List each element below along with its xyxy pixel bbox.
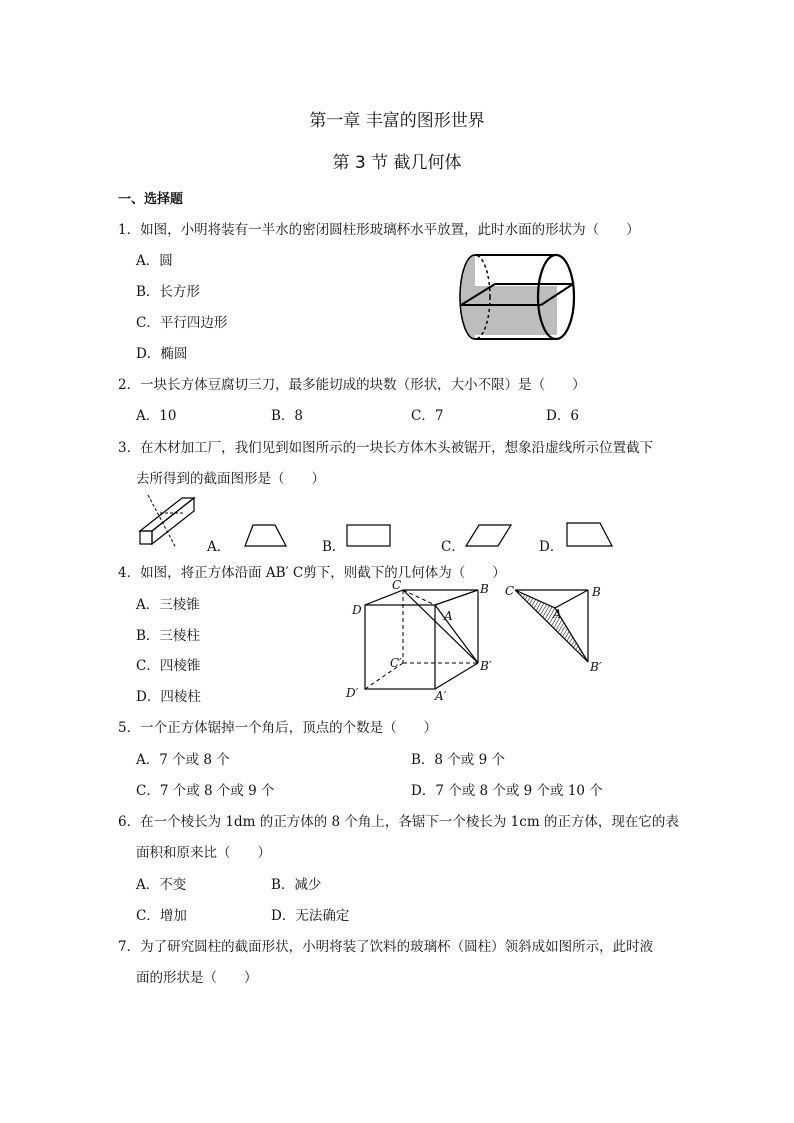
label-c-small: C [505,584,515,598]
question-2-text: 2．一块长方体豆腐切三刀，最多能切成的块数（形状，大小不限）是（ ） [118,377,586,393]
label-b-small: B [592,585,601,599]
question-3-text-line2: 去所得到的截面图形是（ ） [136,471,325,487]
q4-option-c[interactable]: C．四棱锥 [136,658,201,674]
q6-option-a[interactable]: A．不变 [136,877,187,893]
q4-option-a[interactable]: A．三棱锥 [136,597,200,613]
chapter-title: 第一章 丰富的图形世界 [309,111,485,131]
q3-option-d-right-trapezoid[interactable] [566,522,614,548]
q4-tetrahedron-figure [505,580,605,670]
q3-option-a-trapezoid[interactable] [243,524,288,548]
label-b-prime: B′ [480,659,492,673]
question-7-text-line1: 7．为了研究圆柱的截面形状，小明将装了饮料的玻璃杯（圆柱）领斜成如图所示，此时液 [118,939,654,955]
q6-option-d[interactable]: D．无法确定 [271,908,350,924]
q6-option-b[interactable]: B．减少 [271,877,322,893]
q3-wood-block-figure [138,493,198,551]
section-title: 第 3 节 截几何体 [332,153,462,173]
label-b-prime-small: B′ [590,660,602,674]
question-6-text-line1: 6．在一个棱长为 1dm 的正方体的 8 个角上，各锯下一个棱长为 1cm 的正方体，现在它的表 [118,814,679,830]
question-6-text-line2: 面积和原来比（ ） [136,845,271,861]
q3-option-b[interactable]: B． [322,539,346,555]
q4-option-d[interactable]: D．四棱柱 [136,689,201,705]
question-1-text: 1．如图，小明将装有一半水的密闭圆柱形玻璃杯水平放置，此时水面的形状为（ ） [118,222,640,238]
section-heading: 一、选择题 [118,192,184,207]
question-5-text: 5．一个正方体锯掉一个角后，顶点的个数是（ ） [118,720,438,736]
q1-option-d[interactable]: D．椭圆 [136,346,188,362]
q5-option-b[interactable]: B．8 个或 9 个 [411,752,505,768]
q2-option-d[interactable]: D．6 [546,408,579,424]
question-4-text: 4．如图，将正方体沿面 AB′ C剪下，则截下的几何体为（ ） [118,565,506,581]
question-3-text-line1: 3．在木材加工厂，我们见到如图所示的一块长方体木头被锯开，想象沿虚线所示位置截下 [118,440,654,456]
q2-option-b[interactable]: B．8 [271,408,304,424]
q5-option-c[interactable]: C．7 个或 8 个或 9 个 [136,783,275,799]
label-a-prime: A′ [435,689,447,703]
q4-option-b[interactable]: B．三棱柱 [136,628,200,644]
q3-option-d[interactable]: D． [539,539,564,555]
q3-option-c-parallelogram[interactable] [465,524,513,548]
label-c-prime: C′ [390,656,402,670]
q3-option-a[interactable]: A． [207,539,231,555]
q3-option-b-rectangle[interactable] [346,524,392,548]
label-b-top: B [480,582,489,596]
label-d-top: D [352,603,362,617]
q1-option-a[interactable]: A．圆 [136,253,173,269]
q2-option-a[interactable]: A．10 [136,408,177,424]
q2-option-c[interactable]: C．7 [411,408,444,424]
label-a-top: A [444,609,453,623]
q6-option-c[interactable]: C．增加 [136,908,187,924]
label-a-small: A [553,607,562,621]
q4-cube-figure [340,575,500,705]
q1-option-c[interactable]: C．平行四边形 [136,315,228,331]
q1-cylinder-figure [455,250,580,342]
q5-option-a[interactable]: A．7 个或 8 个 [136,752,230,768]
label-d-prime: D′ [346,686,359,700]
question-7-text-line2: 面的形状是（ ） [136,970,258,986]
q3-option-c[interactable]: C． [441,539,465,555]
label-c-top: C [392,578,402,592]
q1-option-b[interactable]: B．长方形 [136,284,200,300]
q5-option-d[interactable]: D．7 个或 8 个或 9 个或 10 个 [411,783,603,799]
